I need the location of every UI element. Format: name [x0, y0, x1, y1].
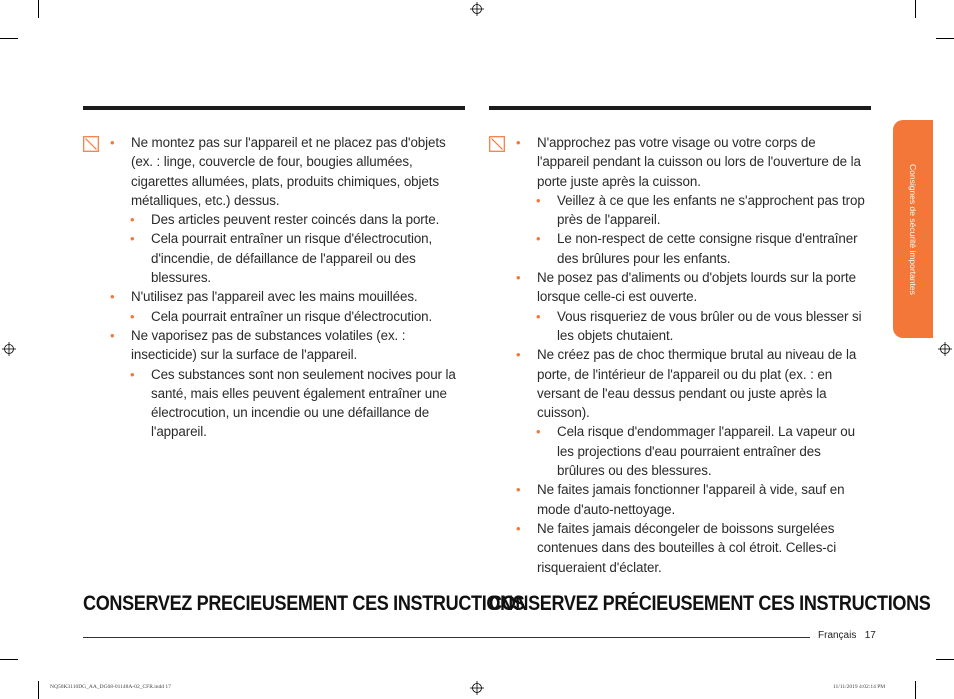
- list-item: • Cela risque d'endommager l'appareil. La vapeur ou les projections d'eau pourraient entraîner des brûlures ou des blessures.: [516, 422, 871, 480]
- list-item: • Ne montez pas sur l'appareil et ne placez pas d'objets (ex. : linge, couvercle de four, bougies allumées, cigarettes allumées, plats, produits chimiques, objets métalliques, etc.) dessus.: [110, 133, 466, 210]
- left-column-list: [110, 133, 466, 442]
- section-rule-right: [489, 106, 871, 110]
- crop-mark: [0, 659, 18, 660]
- list-item: • Cela pourrait entraîner un risque d'électrocution, d'incendie, de défaillance de l'appareil ou des blessures.: [110, 229, 466, 287]
- registration-mark-icon: [470, 2, 484, 16]
- page-number: 17: [864, 630, 876, 641]
- crop-mark: [936, 659, 954, 660]
- crop-mark: [915, 0, 916, 18]
- no-entry-icon: [489, 136, 505, 152]
- registration-mark-icon: [470, 681, 484, 695]
- list-item: • Ne créez pas de choc thermique brutal au niveau de la porte, de l'intérieur de l'appareil ou du plat (ex. : en versant de l'eau dessus pendant ou juste après la cuisson).: [516, 345, 871, 422]
- list-item: • Des articles peuvent rester coincés dans la porte.: [110, 210, 466, 229]
- list-item: • Cela pourrait entraîner un risque d'électrocution.: [110, 307, 466, 326]
- list-item: • N'utilisez pas l'appareil avec les mains mouillées.: [110, 287, 466, 306]
- crop-mark: [915, 681, 916, 699]
- list-item: • Veillez à ce que les enfants ne s'approchent pas trop près de l'appareil.: [516, 191, 871, 230]
- crop-mark: [0, 38, 18, 39]
- page-footer: [818, 630, 876, 641]
- chapter-tab-label: Consignes de sécurité importantes: [908, 163, 918, 295]
- footer-language: Français: [818, 630, 857, 641]
- registration-mark-icon: [2, 342, 16, 356]
- print-slug-right: 11/11/2019 4:02:14 PM: [833, 684, 886, 690]
- list-item: • N'approchez pas votre visage ou votre corps de l'appareil pendant la cuisson ou lors de l'ouverture de la porte juste après la cuisson.: [516, 133, 871, 191]
- print-slug-left: NQ50K3110DG_AA_DG68-01148A-02_CFR.indd 17: [50, 684, 171, 690]
- crop-mark: [38, 0, 39, 18]
- crop-mark: [936, 38, 954, 39]
- list-item: • Ne posez pas d'aliments ou d'objets lourds sur la porte lorsque celle-ci est ouverte.: [516, 268, 871, 307]
- right-column-list: [516, 133, 871, 577]
- list-item: • Ne vaporisez pas de substances volatiles (ex. : insecticide) sur la surface de l'appareil.: [110, 326, 466, 365]
- list-item: • Ces substances sont non seulement nocives pour la santé, mais elles peuvent également entraîner une électrocution, un incendie ou une défaillance de l'appareil.: [110, 365, 466, 442]
- no-entry-icon: [83, 136, 99, 152]
- crop-mark: [38, 681, 39, 699]
- section-rule-left: [83, 106, 465, 110]
- registration-mark-icon: [938, 342, 952, 356]
- list-item: • Ne faites jamais décongeler de boissons surgelées contenues dans des bouteilles à col étroit. Celles-ci risqueraient d'éclater.: [516, 519, 871, 577]
- list-item: • Vous risqueriez de vous brûler ou de vous blesser si les objets chutaient.: [516, 307, 871, 346]
- list-item: • Le non-respect de cette consigne risque d'entraîner des brûlures pour les enfants.: [516, 229, 871, 268]
- section-heading-right: CONSERVEZ PRÉCIEUSEMENT CES INSTRUCTIONS: [489, 592, 931, 615]
- footer-rule: [83, 637, 810, 638]
- list-item: • Ne faites jamais fonctionner l'appareil à vide, sauf en mode d'auto-nettoyage.: [516, 480, 871, 519]
- section-heading-left: CONSERVEZ PRECIEUSEMENT CES INSTRUCTIONS: [83, 592, 525, 615]
